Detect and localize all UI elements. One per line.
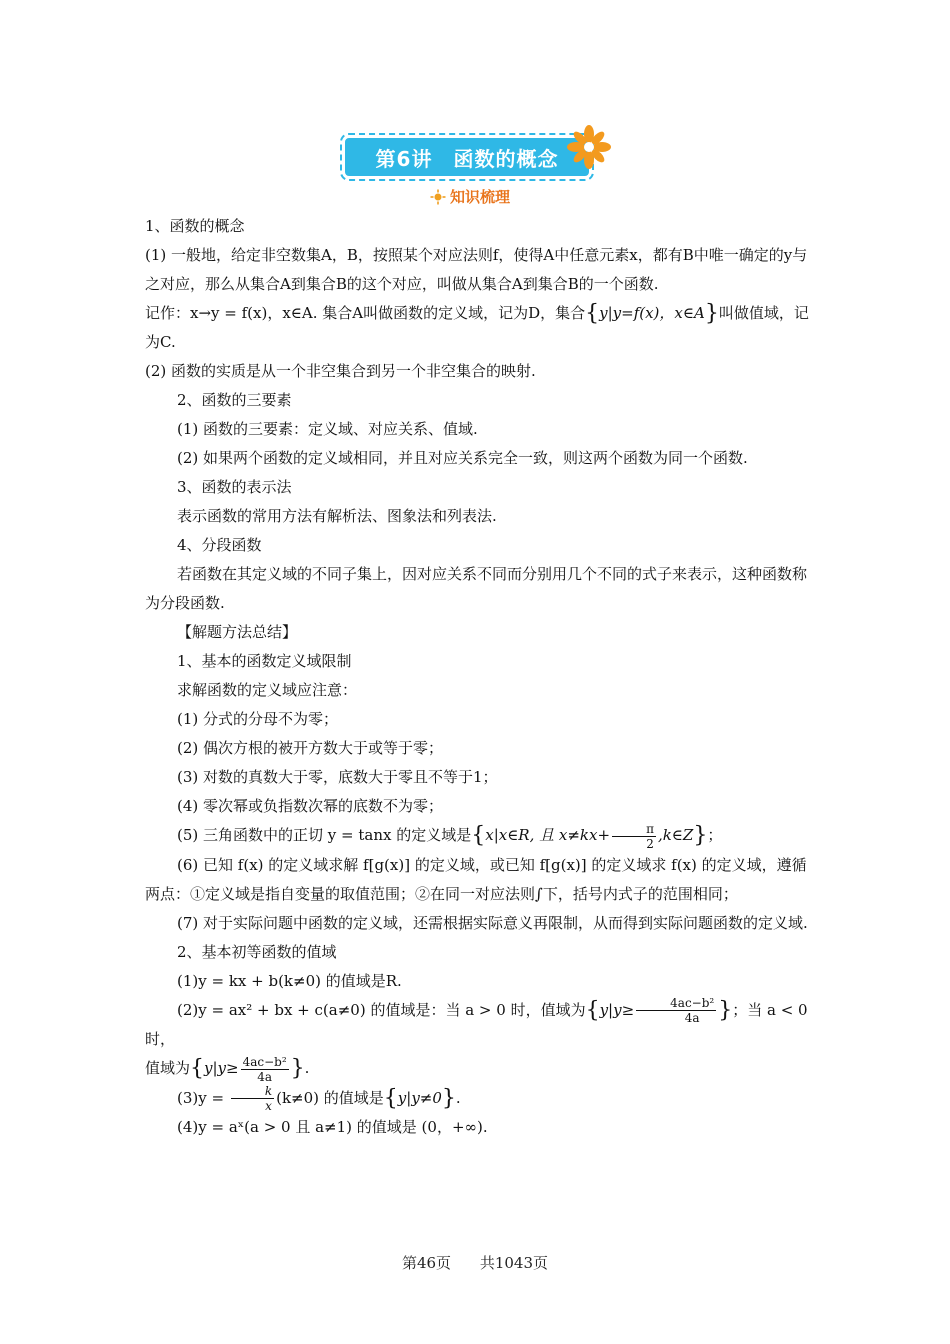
tan-domain-set: {x|x∈R, 且 x≠kx+ $\frac{\pi}{2}$ ,k∈Z}: [471, 821, 708, 851]
heading-three-elements: 2、函数的三要素: [177, 391, 292, 409]
list-item: (6) 已知 f(x) 的定义域求解 f[g(x)] 的定义域，或已知 f[g(x)] 的定义域求 f(x) 的定义域，遵循两点：①定义域是指自变量的取值范围；②在同一对应法则∫下，括号内式子的范围相同；: [145, 855, 807, 903]
notation-text-end: 叫做值域，记为C.: [145, 304, 809, 351]
list-item: (4) 零次幂或负指数次幂的底数不为零；: [177, 797, 444, 815]
heading-basic-ranges: 2、基本初等函数的值域: [177, 942, 337, 961]
paragraph-notation: [145, 299, 810, 357]
document-body: [145, 212, 810, 1142]
heading-piecewise: 4、分段函数: [177, 536, 262, 554]
list-item: (1) 分式的分母不为零；: [177, 710, 339, 728]
paragraph-definition: (1) 一般地，给定非空数集A，B，按照某个对应法则f，使得A中任意元素x，都有B中唯一确定的y与之对应，那么从集合A到集合B的这个对应，叫做从集合A到集合B的一个函数.: [145, 246, 808, 293]
paragraph-three-elements: (1) 函数的三要素：定义域、对应关系、值域.: [177, 420, 478, 438]
list-item: (5) 三角函数中的正切 y = tanx 的定义域是{x|x∈R, 且 x≠kx+ $\frac{\pi}{2}$ ,k∈Z}；: [177, 821, 723, 851]
page-total: 共1043页: [479, 1254, 549, 1272]
paragraph-same-function: (2) 如果两个函数的定义域相同，并且对应关系完全一致，则这两个函数为同一个函数.: [177, 449, 748, 467]
heading-domain-limits: 1、基本的函数定义域限制: [177, 652, 352, 670]
list-item: (7) 对于实际问题中函数的定义域，还需根据实际意义再限制，从而得到实际问题函数的定义域.: [177, 913, 808, 932]
paragraph-representation: 表示函数的常用方法有解析法、图象法和列表法.: [177, 507, 497, 525]
page-number: 第46页: [401, 1254, 452, 1272]
quadratic-fraction-2: $\frac{\text{4ac−b²}}{4a}$: [242, 1054, 287, 1084]
quadratic-fraction: $\frac{\text{4ac−b²}}{4a}$: [636, 996, 716, 1025]
range-set: {y|y=f(x)，x∈A}: [585, 301, 719, 326]
pi-over-2-fraction: $\frac{\pi}{2}$: [612, 822, 656, 851]
range-item-quadratic: (2)y = ax² + bx + c(a≠0) 的值域是：当 a > 0 时，值域为{y|y≥ $\frac{\text{4ac−b²}}{4a}$ }；当 a < 0 时，: [145, 996, 808, 1048]
inverse-fraction: $\frac{k}{x}$: [231, 1084, 274, 1113]
range-item-exponential: (4)y = aˣ(a > 0 且 a≠1) 的值域是 (0，+∞).: [177, 1118, 488, 1136]
section-title-text: 知识梳理: [450, 188, 511, 206]
flower-icon: [566, 124, 612, 170]
heading-method-summary: 【解题方法总结】: [177, 623, 298, 641]
quadratic-range-set: {y|y≥ $\frac{\text{4ac−b²}}{4a}$ }: [585, 996, 733, 1025]
lesson-title-banner: [343, 136, 591, 178]
paragraph-domain-notes: 求解函数的定义域应注意：: [177, 681, 358, 699]
heading-function-concept: 1、函数的概念: [145, 217, 245, 235]
list-item: (2) 偶次方根的被开方数大于或等于零；: [177, 739, 444, 757]
list-item: (3) 对数的真数大于零，底数大于零且不等于1；: [177, 768, 498, 786]
range-item-quadratic-cont: 值域为{y|y≥ $\frac{\text{4ac−b²}}{4a}$ }.: [145, 1054, 310, 1084]
heading-representation: 3、函数的表示法: [177, 478, 292, 496]
quadratic-range-set-2: {y|y≥ $\frac{\text{4ac−b²}}{4a}$ }: [190, 1054, 305, 1084]
lesson-title: 第6讲 函数的概念: [375, 146, 559, 171]
paragraph-essence: (2) 函数的实质是从一个非空集合到另一个非空集合的映射.: [145, 362, 536, 380]
range-item-inverse: (3)y = $\frac{k}{x}$ (k≠0) 的值域是{y|y≠0}.: [177, 1084, 461, 1113]
inverse-range-set: {y|y≠0}: [383, 1085, 456, 1111]
section-title: [430, 186, 510, 207]
range-item-linear: (1)y = kx + b(k≠0) 的值域是R.: [177, 971, 402, 990]
notation-text: 记作：x→y = f(x)，x∈A. 集合A叫做函数的定义域，记为D，集合: [145, 304, 586, 322]
paragraph-piecewise: 若函数在其定义域的不同子集上，因对应关系不同而分别用几个不同的式子来表示，这种函数称为分段函数.: [145, 565, 808, 612]
page-footer: [0, 1252, 950, 1273]
sun-icon: [430, 189, 446, 205]
